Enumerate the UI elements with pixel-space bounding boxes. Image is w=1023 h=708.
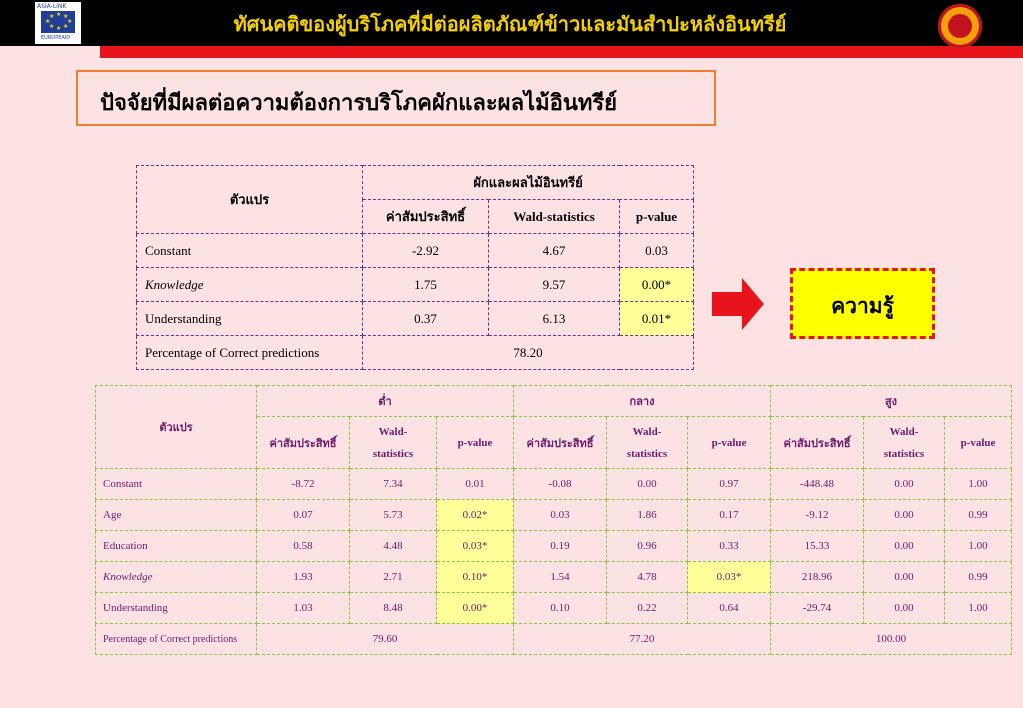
row-label: Age: [96, 500, 257, 531]
cell: 0.01: [437, 469, 514, 500]
col-header-p: p-value: [945, 417, 1012, 469]
row-label: Understanding: [96, 593, 257, 624]
cell: 0.00: [864, 469, 945, 500]
pct-value: 78.20: [363, 336, 694, 370]
row-label: Education: [96, 531, 257, 562]
cell-coef: -2.92: [363, 234, 489, 268]
table-row: [137, 268, 694, 302]
cell: 0.64: [688, 593, 771, 624]
cell: 4.48: [350, 531, 437, 562]
callout-label: ความรู้: [831, 293, 894, 318]
eu-flag-icon: ★ ★ ★ ★ ★ ★ ★ ★: [41, 11, 75, 33]
cell: -448.48: [771, 469, 864, 500]
group-header: ผักและผลไม้อินทรีย์: [363, 166, 694, 200]
table-row: [96, 500, 1012, 531]
col-header-coef: ค่าสัมประสิทธิ์: [514, 417, 607, 469]
table-row: [96, 593, 1012, 624]
col-header-wald: Wald- statistics: [607, 417, 688, 469]
cell: -29.74: [771, 593, 864, 624]
cell: -8.72: [257, 469, 350, 500]
cell: -0.08: [514, 469, 607, 500]
row-label: Understanding: [137, 302, 363, 336]
cell: 1.00: [945, 531, 1012, 562]
cell: 0.00: [864, 500, 945, 531]
cell-significant: 0.00*: [437, 593, 514, 624]
income-level-table: [95, 385, 1012, 655]
col-header-wald: Wald- statistics: [864, 417, 945, 469]
university-seal-logo: [938, 4, 982, 48]
knowledge-callout: [790, 268, 935, 339]
cell: 1.00: [945, 593, 1012, 624]
var-header: ตัวแปร: [137, 166, 363, 234]
group-header-high: สูง: [771, 386, 1012, 417]
col-header-coef: ค่าสัมประสิทธิ์: [257, 417, 350, 469]
logo-text-top: ASIA-LINK: [37, 3, 67, 10]
cell: 0.22: [607, 593, 688, 624]
cell: 0.33: [688, 531, 771, 562]
table-row: [96, 562, 1012, 593]
cell: 218.96: [771, 562, 864, 593]
cell-wald: 4.67: [489, 234, 620, 268]
cell-significant: 0.10*: [437, 562, 514, 593]
subtitle-box: [76, 70, 716, 126]
cell: 0.97: [688, 469, 771, 500]
cell: 0.00: [607, 469, 688, 500]
group-header-mid: กลาง: [514, 386, 771, 417]
pct-value-high: 100.00: [771, 624, 1012, 655]
col-header-p: p-value: [437, 417, 514, 469]
table-row: [137, 302, 694, 336]
col-header-p: p-value: [620, 200, 694, 234]
table-row: [96, 531, 1012, 562]
cell-wald: 9.57: [489, 268, 620, 302]
cell: 5.73: [350, 500, 437, 531]
cell-p-significant: 0.01*: [620, 302, 694, 336]
cell-significant: 0.03*: [688, 562, 771, 593]
cell: 1.54: [514, 562, 607, 593]
logo-text-bottom: EUROPEAID: [41, 35, 71, 41]
pct-value-low: 79.60: [257, 624, 514, 655]
cell: 0.96: [607, 531, 688, 562]
cell: 0.00: [864, 593, 945, 624]
cell: 0.03: [514, 500, 607, 531]
cell: 15.33: [771, 531, 864, 562]
cell: 2.71: [350, 562, 437, 593]
cell: 0.58: [257, 531, 350, 562]
row-label: Knowledge: [137, 268, 363, 302]
cell: 7.34: [350, 469, 437, 500]
group-header-low: ต่ำ: [257, 386, 514, 417]
pct-label: Percentage of Correct predictions: [137, 336, 363, 370]
cell: -9.12: [771, 500, 864, 531]
organic-vegetables-table: [136, 165, 694, 370]
page-title: ทัศนคติของผู้บริโภคที่มีต่อผลิตภัณฑ์ข้าวและมันสำปะหลังอินทรีย์: [233, 12, 787, 36]
cell: 1.00: [945, 469, 1012, 500]
pct-value-mid: 77.20: [514, 624, 771, 655]
col-header-p: p-value: [688, 417, 771, 469]
subtitle-text: ปัจจัยที่มีผลต่อความต้องการบริโภคผักและผลไม้อินทรีย์: [100, 90, 618, 116]
cell: 8.48: [350, 593, 437, 624]
table-row: [137, 336, 694, 370]
cell: 0.00: [864, 531, 945, 562]
table-row: [96, 469, 1012, 500]
row-label: Constant: [96, 469, 257, 500]
cell: 0.07: [257, 500, 350, 531]
cell-p: 0.03: [620, 234, 694, 268]
table-row: [96, 624, 1012, 655]
table-row: [137, 234, 694, 268]
cell: 0.17: [688, 500, 771, 531]
cell: 0.19: [514, 531, 607, 562]
cell: 0.00: [864, 562, 945, 593]
var-header: ตัวแปร: [96, 386, 257, 469]
pct-label: Percentage of Correct predictions: [96, 624, 257, 655]
cell: 1.03: [257, 593, 350, 624]
cell-coef: 0.37: [363, 302, 489, 336]
cell-significant: 0.02*: [437, 500, 514, 531]
col-header-wald: Wald- statistics: [350, 417, 437, 469]
row-label: Knowledge: [96, 562, 257, 593]
cell-wald: 6.13: [489, 302, 620, 336]
cell: 4.78: [607, 562, 688, 593]
cell-significant: 0.03*: [437, 531, 514, 562]
cell: 0.10: [514, 593, 607, 624]
col-header-coef: ค่าสัมประสิทธิ์: [363, 200, 489, 234]
col-header-wald: Wald-statistics: [489, 200, 620, 234]
cell: 1.93: [257, 562, 350, 593]
cell: 0.99: [945, 500, 1012, 531]
cell-p-significant: 0.00*: [620, 268, 694, 302]
header-red-stripe: [100, 46, 1023, 58]
cell-coef: 1.75: [363, 268, 489, 302]
cell: 0.99: [945, 562, 1012, 593]
asia-link-logo: [35, 2, 81, 44]
cell: 1.86: [607, 500, 688, 531]
right-arrow-icon: [712, 278, 764, 330]
col-header-coef: ค่าสัมประสิทธิ์: [771, 417, 864, 469]
row-label: Constant: [137, 234, 363, 268]
